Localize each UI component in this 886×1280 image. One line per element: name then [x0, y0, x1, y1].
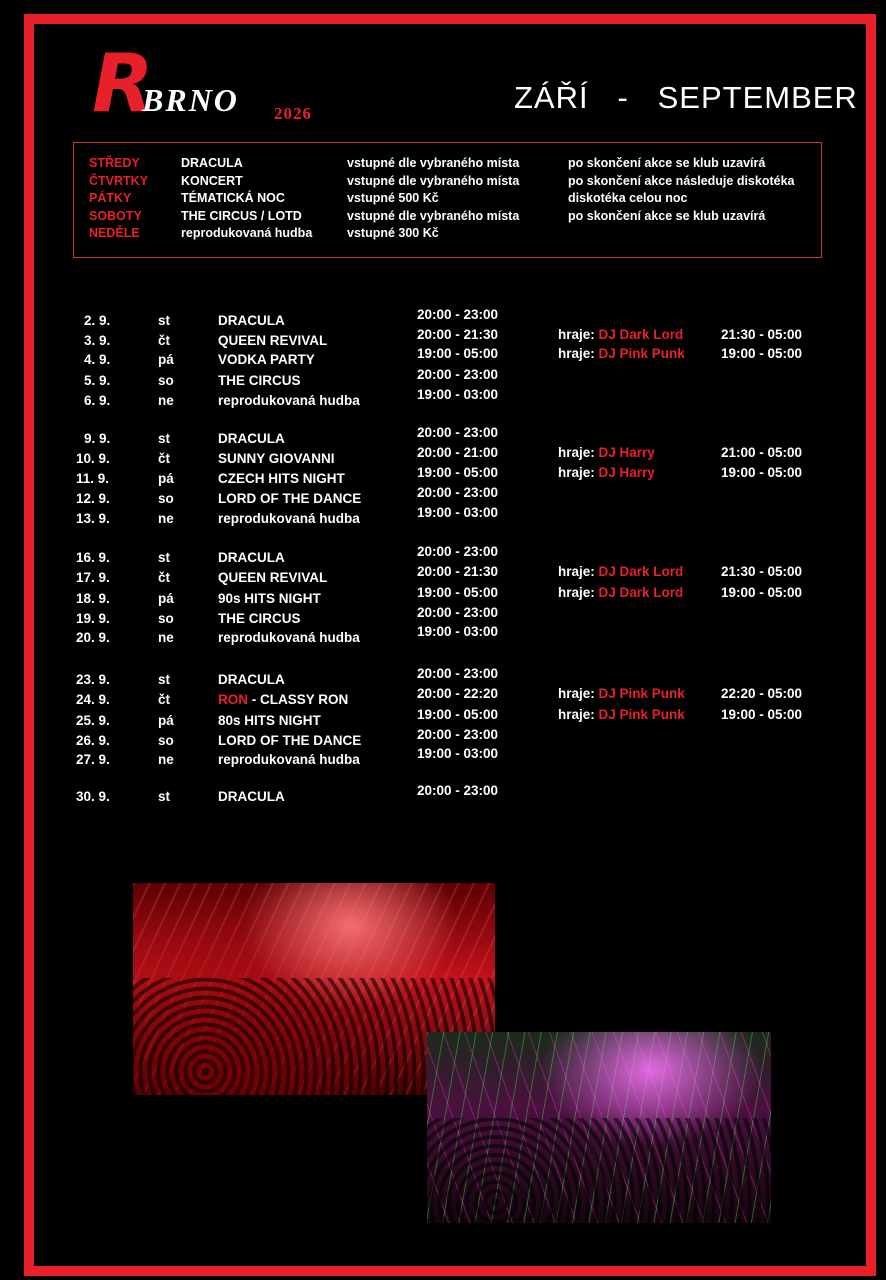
schedule-time: 20:00 - 21:30	[417, 564, 499, 579]
schedule-date: 6. 9.	[84, 393, 111, 408]
schedule-dj-name: DJ Dark Lord	[598, 327, 684, 342]
schedule-event	[218, 733, 361, 748]
schedule-dj-name: DJ Pink Punk	[598, 707, 685, 722]
schedule-day: čt	[158, 451, 171, 466]
schedule-event-name: VODKA PARTY	[218, 352, 315, 367]
schedule-event-name: THE CIRCUS	[218, 611, 301, 626]
schedule-event	[218, 570, 327, 585]
schedule-day: so	[158, 491, 174, 506]
schedule-date: 11. 9.	[76, 471, 110, 486]
schedule-day: st	[158, 672, 171, 687]
schedule-event-name: DRACULA	[218, 672, 285, 687]
schedule-dj-prefix: hraje:	[558, 585, 599, 600]
schedule-event	[218, 393, 360, 408]
legend-row	[74, 156, 821, 174]
schedule-event	[218, 713, 321, 728]
schedule-date: 18. 9.	[76, 591, 110, 606]
schedule-time: 19:00 - 03:00	[417, 505, 499, 520]
schedule-dj	[558, 346, 685, 361]
legend-row	[74, 226, 821, 244]
schedule-day: st	[158, 431, 171, 446]
schedule-event	[218, 672, 285, 687]
schedule-time: 20:00 - 23:00	[417, 605, 499, 620]
schedule-dj-name: DJ Harry	[598, 465, 655, 480]
schedule-date: 2. 9.	[84, 313, 111, 328]
schedule-date: 16. 9.	[76, 550, 110, 565]
schedule-event	[218, 789, 285, 804]
weekday-legend	[73, 142, 822, 258]
schedule-day: ne	[158, 630, 174, 645]
schedule-event-name: DRACULA	[218, 431, 285, 446]
schedule-date: 9. 9.	[84, 431, 111, 446]
schedule-time: 20:00 - 23:00	[417, 485, 499, 500]
schedule-time: 20:00 - 21:00	[417, 445, 499, 460]
schedule-dj-name: DJ Dark Lord	[598, 564, 684, 579]
schedule-date: 20. 9.	[76, 630, 110, 645]
schedule-day: pá	[158, 352, 174, 367]
schedule-time: 20:00 - 23:00	[417, 783, 499, 798]
schedule-event	[218, 630, 360, 645]
schedule-day: so	[158, 373, 174, 388]
schedule-dj-time: 22:20 - 05:00	[721, 686, 803, 701]
schedule-date: 26. 9.	[76, 733, 110, 748]
month-title: ZÁŘÍ - SEPTEMBER	[514, 80, 858, 115]
schedule-event	[218, 591, 321, 606]
schedule-event	[218, 471, 345, 486]
schedule-dj-name: DJ Pink Punk	[598, 686, 685, 701]
schedule-day: ne	[158, 511, 174, 526]
schedule-event	[218, 352, 315, 367]
legend-row	[74, 209, 821, 227]
legend-entry: vstupné dle vybraného místa	[347, 156, 520, 170]
schedule-time: 20:00 - 23:00	[417, 425, 499, 440]
schedule-event-name: 90s HITS NIGHT	[218, 591, 321, 606]
schedule-dj-time: 21:30 - 05:00	[721, 564, 803, 579]
legend-event: KONCERT	[181, 173, 243, 188]
schedule-dj	[558, 445, 655, 460]
club-logo	[92, 37, 342, 134]
schedule-event	[218, 451, 335, 466]
legend-day: ČTVRTKY	[89, 173, 149, 188]
schedule-time: 20:00 - 23:00	[417, 307, 499, 322]
legend-event: reprodukovaná hudba	[181, 226, 313, 240]
schedule-day: ne	[158, 393, 174, 408]
schedule-event-name: CZECH HITS NIGHT	[218, 471, 345, 486]
legend-entry: vstupné dle vybraného místa	[347, 208, 520, 223]
schedule-day: st	[158, 550, 171, 565]
schedule-event-name: SUNNY GIOVANNI	[218, 451, 335, 466]
schedule-date: 25. 9.	[76, 713, 110, 728]
schedule-event-name: LORD OF THE DANCE	[218, 733, 362, 748]
schedule-event	[218, 692, 348, 707]
schedule-dj	[558, 564, 683, 579]
schedule-date: 13. 9.	[76, 511, 110, 526]
schedule-event-name: QUEEN REVIVAL	[218, 570, 328, 585]
schedule-event-name: DRACULA	[218, 313, 285, 328]
legend-note: diskotéka celou noc	[568, 191, 688, 205]
schedule-date: 17. 9.	[76, 570, 110, 585]
schedule-dj	[558, 707, 685, 722]
legend-entry: vstupné 300 Kč	[347, 226, 439, 240]
schedule-dj	[558, 686, 685, 701]
schedule-dj-prefix: hraje:	[558, 327, 599, 342]
legend-note: po skončení akce se klub uzavírá	[568, 156, 766, 170]
schedule-time: 19:00 - 03:00	[417, 746, 499, 761]
schedule-time: 19:00 - 05:00	[417, 346, 499, 361]
schedule-date: 10. 9.	[76, 451, 110, 466]
legend-note: po skončení akce následuje diskotéka	[568, 173, 795, 188]
legend-day: STŘEDY	[89, 156, 140, 170]
schedule-event	[218, 491, 361, 506]
logo-city: BRNO	[142, 82, 239, 118]
schedule-date: 12. 9.	[76, 491, 110, 506]
schedule-event	[218, 373, 301, 388]
schedule-dj-prefix: hraje:	[558, 346, 599, 361]
schedule-event-name: reprodukovaná hudba	[218, 511, 360, 526]
schedule-time: 20:00 - 23:00	[417, 544, 499, 559]
schedule-time: 20:00 - 23:00	[417, 666, 499, 681]
schedule-dj-time: 21:00 - 05:00	[721, 445, 803, 460]
schedule-event-name: reprodukovaná hudba	[218, 393, 360, 408]
legend-event: TÉMATICKÁ NOC	[181, 191, 285, 205]
schedule-dj-time: 19:00 - 05:00	[721, 707, 803, 722]
schedule-day: st	[158, 789, 171, 804]
schedule-day: čt	[158, 692, 171, 707]
schedule-time: 20:00 - 22:20	[417, 686, 499, 701]
schedule-event-name: 80s HITS NIGHT	[218, 713, 321, 728]
schedule-event	[218, 611, 301, 626]
legend-day: SOBOTY	[89, 208, 142, 223]
schedule-dj	[558, 327, 683, 342]
schedule-event-name: QUEEN REVIVAL	[218, 333, 328, 348]
schedule-time: 19:00 - 03:00	[417, 387, 499, 402]
schedule-date: 5. 9.	[84, 373, 111, 388]
schedule-time: 19:00 - 03:00	[417, 624, 499, 639]
schedule-dj-name: DJ Harry	[598, 445, 655, 460]
schedule-day: čt	[158, 333, 171, 348]
schedule-dj-name: DJ Dark Lord	[598, 585, 684, 600]
schedule-date: 3. 9.	[84, 333, 111, 348]
schedule-day: so	[158, 611, 174, 626]
schedule-date: 4. 9.	[84, 352, 111, 367]
schedule-time: 19:00 - 05:00	[417, 585, 499, 600]
schedule-dj-time: 19:00 - 05:00	[721, 465, 803, 480]
legend-entry: vstupné dle vybraného místa	[347, 173, 520, 188]
schedule-dj-time: 21:30 - 05:00	[721, 327, 803, 342]
legend-row	[74, 174, 821, 192]
schedule-event	[218, 313, 285, 328]
schedule-dj-prefix: hraje:	[558, 465, 599, 480]
schedule-day: čt	[158, 570, 171, 585]
schedule-date: 19. 9.	[76, 611, 110, 626]
schedule-event-name: THE CIRCUS	[218, 373, 301, 388]
schedule-event	[218, 511, 360, 526]
legend-note: po skončení akce se klub uzavírá	[568, 208, 766, 223]
schedule-day: so	[158, 733, 174, 748]
logo-letter: R	[92, 37, 150, 130]
legend-event: THE CIRCUS / LOTD	[181, 208, 302, 223]
schedule-dj-prefix: hraje:	[558, 686, 599, 701]
club-photo-lasers	[427, 1032, 771, 1223]
schedule-event	[218, 752, 360, 767]
schedule-day: st	[158, 313, 171, 328]
schedule-dj-prefix: hraje:	[558, 445, 599, 460]
logo-year: 2026	[274, 104, 312, 123]
schedule-event-name: reprodukovaná hudba	[218, 752, 360, 767]
schedule-event-name: LORD OF THE DANCE	[218, 491, 362, 506]
schedule-time: 20:00 - 23:00	[417, 367, 499, 382]
schedule-date: 30. 9.	[76, 789, 110, 804]
schedule-dj	[558, 465, 655, 480]
schedule-time: 19:00 - 05:00	[417, 707, 499, 722]
schedule-day: ne	[158, 752, 174, 767]
schedule-event-name: DRACULA	[218, 789, 285, 804]
legend-day: PÁTKY	[89, 191, 132, 205]
schedule-time: 20:00 - 21:30	[417, 327, 499, 342]
legend-entry: vstupné 500 Kč	[347, 191, 439, 205]
schedule-event-act: RON	[218, 692, 248, 707]
schedule-dj-name: DJ Pink Punk	[598, 346, 685, 361]
legend-day: NEDĚLE	[89, 226, 140, 240]
schedule-event-name: DRACULA	[218, 550, 285, 565]
schedule-event	[218, 431, 285, 446]
schedule-date: 24. 9.	[76, 692, 110, 707]
schedule-event-name: reprodukovaná hudba	[218, 630, 360, 645]
schedule-event-name: - CLASSY RON	[248, 692, 349, 707]
schedule-day: pá	[158, 471, 174, 486]
schedule-date: 27. 9.	[76, 752, 110, 767]
schedule-event	[218, 333, 327, 348]
schedule-day: pá	[158, 713, 174, 728]
schedule-time: 20:00 - 23:00	[417, 727, 499, 742]
schedule-dj-prefix: hraje:	[558, 564, 599, 579]
schedule-time: 19:00 - 05:00	[417, 465, 499, 480]
legend-event: DRACULA	[181, 156, 243, 170]
schedule-dj	[558, 585, 683, 600]
legend-row	[74, 191, 821, 209]
schedule-dj-time: 19:00 - 05:00	[721, 585, 803, 600]
schedule-dj-time: 19:00 - 05:00	[721, 346, 803, 361]
schedule-dj-prefix: hraje:	[558, 707, 599, 722]
schedule-event	[218, 550, 285, 565]
schedule-day: pá	[158, 591, 174, 606]
schedule-date: 23. 9.	[76, 672, 110, 687]
